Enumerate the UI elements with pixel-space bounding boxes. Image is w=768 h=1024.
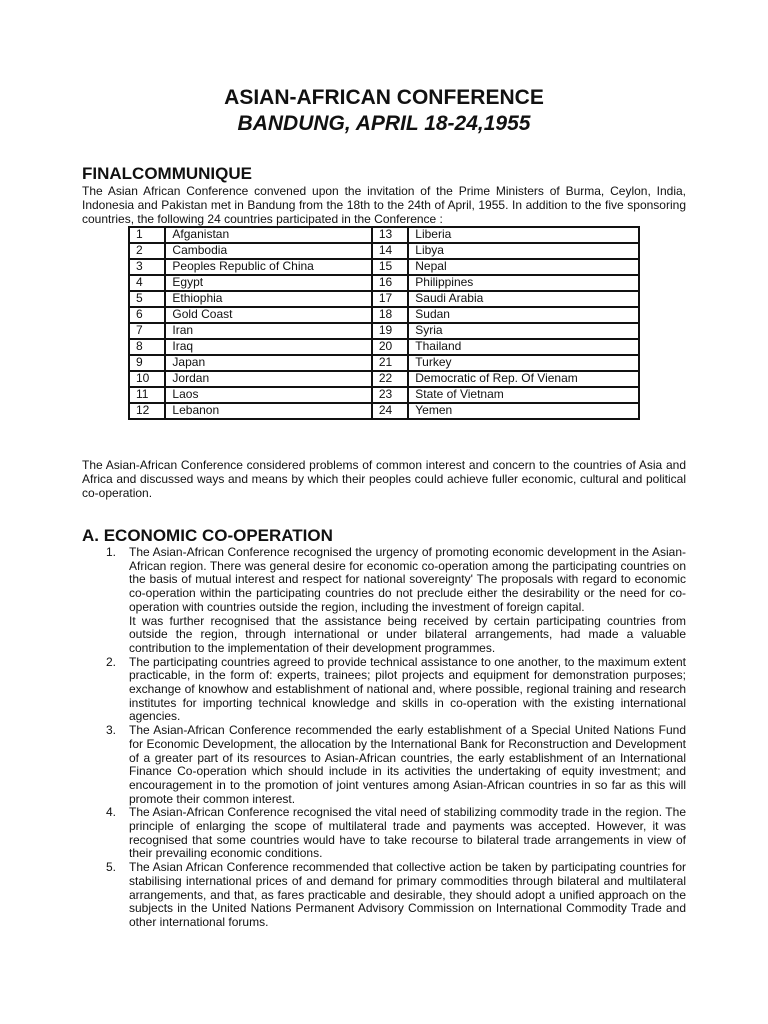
country-number: 23 xyxy=(372,387,408,403)
country-name: Iraq xyxy=(165,339,371,355)
table-row xyxy=(129,339,639,355)
table-row xyxy=(129,259,639,275)
list-item-text: The Asian-African Conference recognised the urgency of promoting economic development in the Asian-African region. There was general desire for economic co-operation among the participating countries on the basis of mutual interest and respect for national sovereignty' The proposals with regard to economic co-operation within the participating countries do not preclude either the desirability or the need for co-operation with countries outside the region, including the investment of foreign capital. xyxy=(129,545,686,614)
table-row xyxy=(129,307,639,323)
country-name: Jordan xyxy=(165,371,371,387)
list-item xyxy=(82,724,686,806)
country-name: Ethiophia xyxy=(165,291,371,307)
country-number: 1 xyxy=(129,227,165,243)
list-item-text: The Asian African Conference recommended that collective action be taken by participating countries for stabilising international prices of and demand for primary commodities through bilateral and multilateral arrangements, and that, as fares practicable and desirable, they should adopt a unified approach on the subjects in the United Nations Permanent Advisory Commission on International Commodity Trade and other international forums. xyxy=(129,860,686,929)
list-item-text: The Asian-African Conference recommended the early establishment of a Special United Nations Fund for Economic Development, the allocation by the International Bank for Reconstruction and Development of a greater part of its resources to Asian-African countries, the early establishment of an International Finance Co-operation which should include in its activities the undertaking of equity investment; and encouragement in to the promotion of joint ventures among Asian-African countries in so far as this will promote their common interest. xyxy=(129,723,686,806)
country-number: 13 xyxy=(372,227,408,243)
list-item xyxy=(82,546,686,656)
list-item-number: 4. xyxy=(106,805,117,820)
list-item-number: 1. xyxy=(106,545,117,559)
country-number: 4 xyxy=(129,275,165,291)
country-number: 5 xyxy=(129,291,165,307)
country-name: Yemen xyxy=(408,403,639,419)
country-number: 8 xyxy=(129,339,165,355)
country-name: Sudan xyxy=(408,307,639,323)
country-name: Thailand xyxy=(408,339,639,355)
country-number: 3 xyxy=(129,259,165,275)
country-name: Liberia xyxy=(408,227,639,243)
list-item xyxy=(82,806,686,861)
country-number: 16 xyxy=(372,275,408,291)
country-name: Laos xyxy=(165,387,371,403)
document-title: ASIAN-AFRICAN CONFERENCE xyxy=(224,86,544,109)
country-number: 22 xyxy=(372,371,408,387)
country-name: Iran xyxy=(165,323,371,339)
conference-summary-paragraph: The Asian-African Conference considered problems of common interest and concern to the countries of Asia and Africa and discussed ways and means by which their peoples could achieve fuller economic, cultural and political co-operation. xyxy=(82,458,686,501)
list-item xyxy=(82,656,686,725)
country-name: Turkey xyxy=(408,355,639,371)
list-item-number: 2. xyxy=(106,654,117,669)
list-item-number: 5. xyxy=(106,860,117,875)
country-number: 21 xyxy=(372,355,408,371)
document-subtitle: BANDUNG, APRIL 18-24,1955 xyxy=(237,112,531,135)
country-name: Democratic of Rep. Of Vienam xyxy=(408,371,639,387)
country-number: 18 xyxy=(372,307,408,323)
country-name: Japan xyxy=(165,355,371,371)
table-row xyxy=(129,403,639,419)
country-name: Lebanon xyxy=(165,403,371,419)
list-item-number: 3. xyxy=(106,723,117,738)
country-number: 10 xyxy=(129,371,165,387)
country-number: 20 xyxy=(372,339,408,355)
country-number: 19 xyxy=(372,323,408,339)
list-item xyxy=(82,861,686,930)
economic-cooperation-list xyxy=(82,546,686,930)
intro-paragraph: The Asian African Conference convened upon the invitation of the Prime Ministers of Burma, Ceylon, India, Indonesia and Pakistan met in Bandung from the 18th to the 24th of April, 1955. In addition to the five sponsoring countries, the following 24 countries participated in the Conference : xyxy=(82,184,686,227)
table-row xyxy=(129,243,639,259)
country-number: 17 xyxy=(372,291,408,307)
country-number: 6 xyxy=(129,307,165,323)
country-name: Gold Coast xyxy=(165,307,371,323)
country-name: Syria xyxy=(408,323,639,339)
section-heading-final-communique: FINALCOMMUNIQUE xyxy=(82,164,252,183)
country-name: Saudi Arabia xyxy=(408,291,639,307)
table-row xyxy=(129,323,639,339)
table-row xyxy=(129,227,639,243)
country-name: Libya xyxy=(408,243,639,259)
country-name: Egypt xyxy=(165,275,371,291)
participating-countries-table xyxy=(128,226,640,420)
country-name: Peoples Republic of China xyxy=(165,259,371,275)
table-row xyxy=(129,387,639,403)
country-name: Cambodia xyxy=(165,243,371,259)
list-item-continuation: It was further recognised that the assistance being received by certain participating countries from outside the region, through international or under bilateral arrangements, had made a valuable contribution to the implementation of their development programmes. xyxy=(129,613,686,655)
country-number: 7 xyxy=(129,323,165,339)
table-row xyxy=(129,291,639,307)
list-item-text: The participating countries agreed to provide technical assistance to one another, to the maximum extent practicable, in the form of: experts, trainees; pilot projects and equipment for demonstration purposes; exchange of knowhow and establishment of national and, where possible, regional training and research institutes for importing technical knowledge and skills in co-operation with the existing international agencies. xyxy=(129,654,686,724)
country-name: Philippines xyxy=(408,275,639,291)
list-item-text: The Asian-African Conference recognised the vital need of stabilizing commodity trade in the region. The principle of enlarging the scope of multilateral trade and payments was accepted. However, it was recognised that some countries would have to take recourse to bilateral trade arrangements in view of their prevailing economic conditions. xyxy=(129,805,686,861)
country-number: 11 xyxy=(129,387,165,403)
country-number: 12 xyxy=(129,403,165,419)
table-row xyxy=(129,355,639,371)
country-number: 14 xyxy=(372,243,408,259)
country-number: 24 xyxy=(372,403,408,419)
section-heading-economic-cooperation: A. ECONOMIC CO-OPERATION xyxy=(82,526,333,545)
country-name: State of Vietnam xyxy=(408,387,639,403)
country-number: 15 xyxy=(372,259,408,275)
country-number: 9 xyxy=(129,355,165,371)
country-name: Nepal xyxy=(408,259,639,275)
table-row xyxy=(129,371,639,387)
table-row xyxy=(129,275,639,291)
country-number: 2 xyxy=(129,243,165,259)
country-name: Afganistan xyxy=(165,227,371,243)
